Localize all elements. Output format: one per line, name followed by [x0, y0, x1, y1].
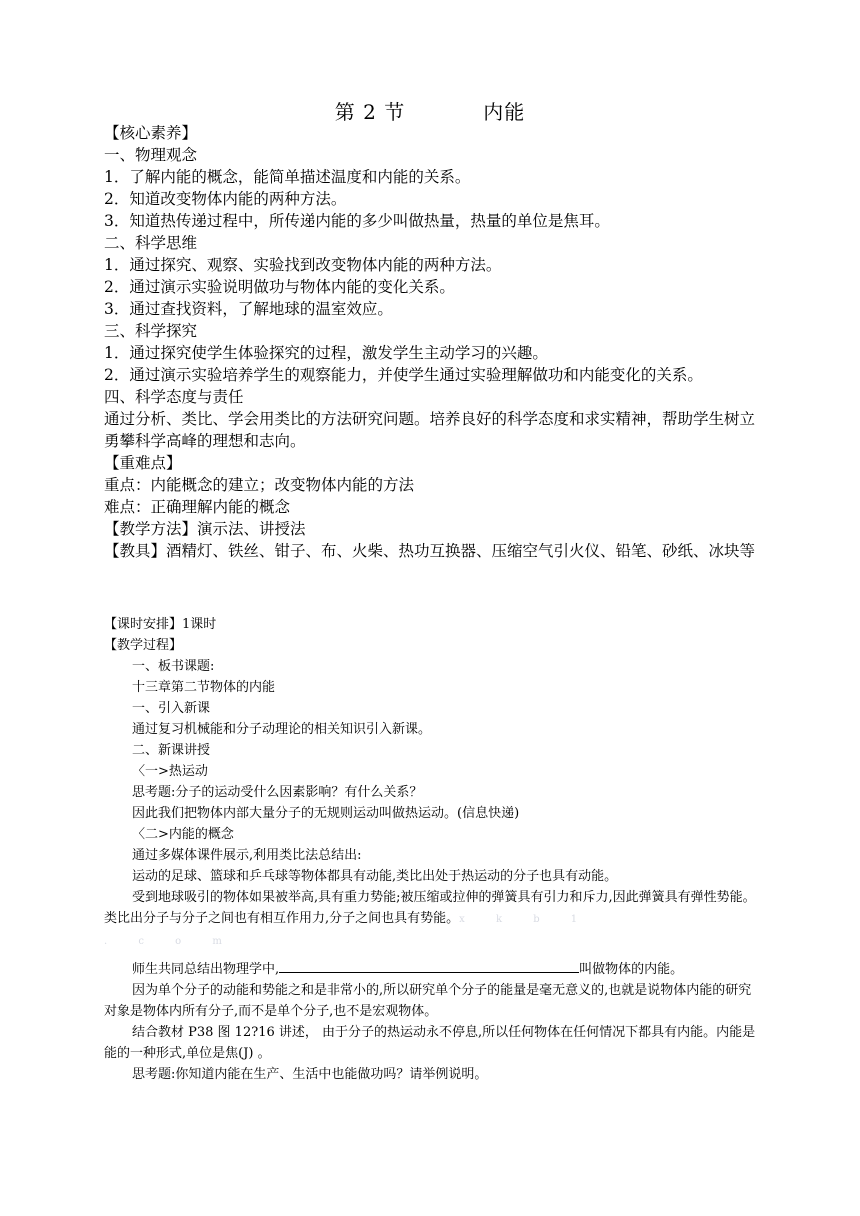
tools-text: 酒精灯、铁丝、钳子、布、火柴、热功互换器、压缩空气引火仪、铅笔、砂纸、冰块等: [166, 542, 756, 560]
method-label: 【教学方法】: [104, 520, 198, 538]
process-text: 受到地球吸引的物体如果被举高,具有重力势能;被压缩或拉伸的弹簧具有引力和斥力,因此弹簧具有弹性势能。类比出分子与分子之间也有相互作用力,分子之间也具有势能。: [104, 890, 756, 926]
process-line: 〈一>热运动: [132, 764, 208, 779]
s1-item: 3．知道热传递过程中，所传递内能的多少叫做热量，热量的单位是焦耳。: [104, 212, 610, 230]
process-line: 因此我们把物体内部大量分子的无规则运动叫做热运动。(信息快递): [132, 806, 520, 821]
s3-title: 三、科学探究: [104, 322, 198, 340]
s2-title: 二、科学思维: [104, 234, 198, 252]
fill-in-blank[interactable]: [279, 958, 579, 973]
process-paragraph: 思考题:你知道内能在生产、生活中也能做功吗？请举例说明。: [132, 1067, 488, 1082]
process-text: 师生共同总结出物理学中,: [132, 962, 280, 977]
section-number: 第 2 节: [334, 100, 406, 124]
schedule-text: 1课时: [182, 617, 217, 632]
process-paragraph: [104, 887, 764, 930]
key-point: 重点：内能概念的建立；改变物体内能的方法: [104, 476, 415, 494]
s2-item: 2．通过演示实验说明做功与物体内能的变化关系。: [104, 278, 455, 296]
schedule-label: 【课时安排】: [104, 617, 183, 632]
teaching-process-section: [104, 614, 764, 1085]
method-text: 演示法、讲授法: [197, 520, 306, 538]
process-heading: 【教学过程】: [104, 638, 183, 653]
hard-point: 难点：正确理解内能的概念: [104, 498, 291, 516]
teaching-method: [104, 518, 764, 540]
difficulty-heading: 【重难点】: [104, 454, 182, 472]
core-literacy-section: [104, 122, 764, 562]
process-paragraph: 因为单个分子的动能和势能之和是非常小的,所以研究单个分子的能量是毫无意义的,也就是说物体内能的研究对象是物体内所有分子,而不是单个分子,也不是宏观物体。: [104, 983, 752, 1019]
process-line: 通过复习机械能和分子动理论的相关知识引入新课。: [132, 722, 432, 737]
process-line: 运动的足球、篮球和乒乓球等物体都具有动能,类比出处于热运动的分子也具有动能。: [132, 869, 618, 884]
s3-item: 2．通过演示实验培养学生的观察能力，并使学生通过实验理解做功和内能变化的关系。: [104, 366, 703, 384]
watermark-line: [104, 930, 764, 952]
process-line: 二、新课讲授: [132, 743, 211, 758]
schedule: [104, 614, 764, 635]
process-line: 〈二>内能的概念: [132, 827, 234, 842]
core-heading: 【核心素养】: [104, 124, 198, 142]
s2-item: 1．通过探究、观察、实验找到改变物体内能的两种方法。: [104, 256, 502, 274]
process-paragraph: 结合教材 P38 图 12?16 讲述， 由于分子的热运动永不停息,所以任何物体在任何情况下都具有内能。内能是能的一种形式,单位是焦(J) 。: [104, 1025, 756, 1061]
s1-title: 一、物理观念: [104, 146, 198, 164]
process-text: 叫做物体的内能。: [579, 962, 684, 977]
s1-item: 1．了解内能的概念，能简单描述温度和内能的关系。: [104, 168, 471, 186]
s1-item: 2．知道改变物体内能的两种方法。: [104, 190, 347, 208]
teaching-tools: [104, 540, 764, 562]
s4-text: 通过分析、类比、学会用类比的方法研究问题。培养良好的科学态度和求实精神，帮助学生树立勇攀科学高峰的理想和志向。: [104, 410, 756, 450]
s4-title: 四、科学态度与责任: [104, 388, 244, 406]
process-line: 通过多媒体课件展示,利用类比法总结出:: [132, 848, 362, 863]
process-line: 一、板书课题:: [132, 659, 215, 674]
tools-label: 【教具】: [104, 542, 167, 560]
process-line: 十三章第二节物体的内能: [132, 680, 276, 695]
watermark-text: . c o m: [104, 936, 236, 947]
page-title: [0, 96, 860, 125]
process-paragraph: [104, 958, 764, 980]
watermark-text: x k b 1: [459, 914, 592, 925]
section-topic: 内能: [483, 100, 526, 124]
s2-item: 3．通过查找资料，了解地球的温室效应。: [104, 300, 393, 318]
process-line: 思考题:分子的运动受什么因素影响？有什么关系？: [132, 785, 423, 800]
s3-item: 1．通过探究使学生体验探究的过程，激发学生主动学习的兴趣。: [104, 344, 548, 362]
process-line: 一、引入新课: [132, 701, 211, 716]
